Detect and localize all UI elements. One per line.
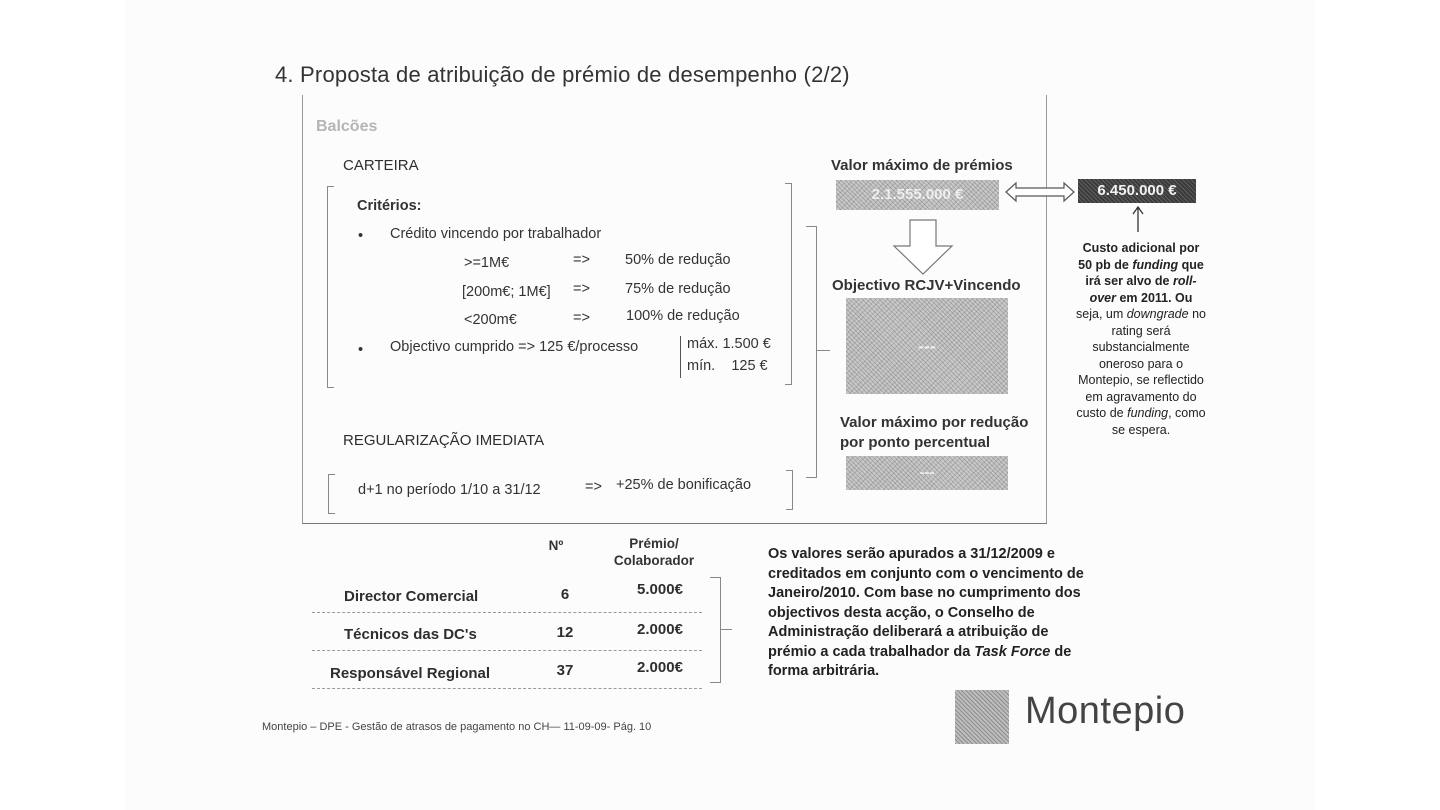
faint-section-label: Balcões — [316, 118, 378, 135]
criteria-credito: Crédito vincendo por trabalhador — [390, 226, 602, 242]
bullet-dot: • — [358, 342, 364, 358]
tier-reduction: 100% de redução — [626, 308, 740, 324]
up-arrow-icon — [1131, 205, 1145, 233]
explanation-paragraph — [768, 545, 1128, 682]
table-bracket-tick — [720, 629, 732, 630]
table-row-role: Responsável Regional — [330, 665, 491, 682]
summary-bracket — [806, 226, 817, 478]
tier-reduction: 75% de redução — [625, 281, 731, 297]
criterios-label: Critérios: — [357, 198, 422, 214]
regularizacao-bonus: +25% de bonificação — [616, 477, 752, 493]
tier-arrow: => — [573, 281, 590, 297]
regularizacao-heading: REGULARIZAÇÃO IMEDIATA — [343, 432, 545, 449]
note-line: custo de funding, como — [1076, 406, 1206, 420]
regularizacao-arrow: => — [585, 479, 602, 495]
criteria-objectivo: Objectivo cumprido => 125 €/processo — [390, 339, 639, 355]
double-arrow-icon — [1004, 181, 1076, 203]
valor-max-premios-value: 2.1.555.000 € — [836, 180, 999, 210]
tier-range: <200m€ — [464, 312, 517, 328]
tier-range: [200m€; 1M€] — [462, 284, 551, 300]
table-row-role: Técnicos das DC's — [344, 626, 477, 643]
table-row-role: Director Comercial — [344, 588, 479, 605]
row-divider — [312, 650, 702, 651]
paragraph-line: Administração deliberará a atribuição de — [768, 624, 1049, 640]
note-line: 50 pb de funding que — [1078, 257, 1204, 272]
down-arrow-icon — [890, 218, 956, 276]
side-note — [1048, 240, 1234, 438]
tier-reduction: 50% de redução — [625, 252, 731, 268]
valor-max-premios-label: Valor máximo de prémios — [831, 157, 1013, 174]
note-line: oneroso para o — [1098, 356, 1184, 371]
note-line: seja, um downgrade no — [1076, 307, 1206, 321]
note-line: em agravamento do — [1085, 389, 1197, 404]
limit-divider — [680, 336, 681, 378]
montepio-logo-icon — [955, 690, 1009, 744]
note-line: se espera. — [1111, 422, 1171, 437]
row-divider — [312, 688, 702, 689]
montepio-logo-text: Montepio — [1025, 690, 1186, 732]
regularizacao-period: d+1 no período 1/10 a 31/12 — [358, 482, 541, 498]
max-limit: máx. 1.500 € — [687, 336, 771, 352]
col-header-premio-2: Colaborador — [613, 553, 695, 568]
note-line: irá ser alvo de roll- — [1085, 274, 1197, 288]
paragraph-line: creditados em conjunto com o vencimento de — [768, 565, 1084, 582]
carteira-bracket-left — [327, 186, 334, 388]
paragraph-line: forma arbitrária. — [768, 663, 880, 679]
tier-arrow: => — [573, 252, 590, 268]
paragraph-line: prémio a cada trabalhador da Task Force de — [768, 643, 1072, 660]
note-line: rating será — [1111, 323, 1171, 338]
tier-arrow: => — [573, 310, 590, 326]
note-line: Montepio, se reflectido — [1078, 373, 1204, 387]
objectivo-value: --- — [846, 298, 1008, 394]
row-divider — [312, 612, 702, 613]
regularizacao-bracket-right — [786, 470, 793, 510]
col-header-n: Nº — [548, 538, 564, 553]
tier-range: >=1M€ — [464, 255, 510, 271]
extra-cost-value: 6.450.000 € — [1078, 179, 1196, 203]
table-bracket — [710, 577, 721, 683]
table-row-n: 37 — [556, 662, 574, 679]
table-row-n: 12 — [556, 624, 574, 641]
paragraph-line: objectivos desta acção, o Conselho de — [768, 604, 1035, 621]
paragraph-line: Janeiro/2010. Com base no cumprimento dos — [768, 585, 1081, 601]
regularizacao-bracket-left — [328, 474, 335, 514]
bullet-dot: • — [358, 228, 364, 244]
col-header-premio-1: Prémio/ — [629, 536, 679, 551]
table-row-premio: 5.000€ — [637, 581, 683, 598]
table-row-n: 6 — [560, 586, 570, 603]
content-frame-right-edge — [1046, 95, 1047, 523]
summary-bracket-tick — [816, 350, 830, 351]
objectivo-label: Objectivo RCJV+Vincendo — [832, 277, 1021, 294]
min-limit: mín. 125 € — [687, 358, 768, 374]
page-title: 4. Proposta de atribuição de prémio de desempenho (2/2) — [275, 62, 850, 87]
valor-reducao-label-1: Valor máximo por redução — [840, 414, 1029, 431]
note-line: over em 2011. Ou — [1089, 290, 1193, 305]
table-row-premio: 2.000€ — [637, 621, 683, 638]
valor-reducao-value: --- — [846, 456, 1008, 490]
note-line: substancialmente — [1092, 340, 1190, 354]
paragraph-line: Os valores serão apurados a 31/12/2009 e — [768, 546, 1055, 562]
note-line: Custo adicional por — [1082, 241, 1200, 255]
table-row-premio: 2.000€ — [637, 659, 683, 676]
carteira-heading: CARTEIRA — [343, 157, 419, 174]
carteira-bracket-right — [785, 183, 792, 385]
page-footer: Montepio – DPE - Gestão de atrasos de pagamento no CH— 11-09-09- Pág. 10 — [262, 721, 652, 733]
valor-reducao-label-2: por ponto percentual — [840, 434, 990, 451]
